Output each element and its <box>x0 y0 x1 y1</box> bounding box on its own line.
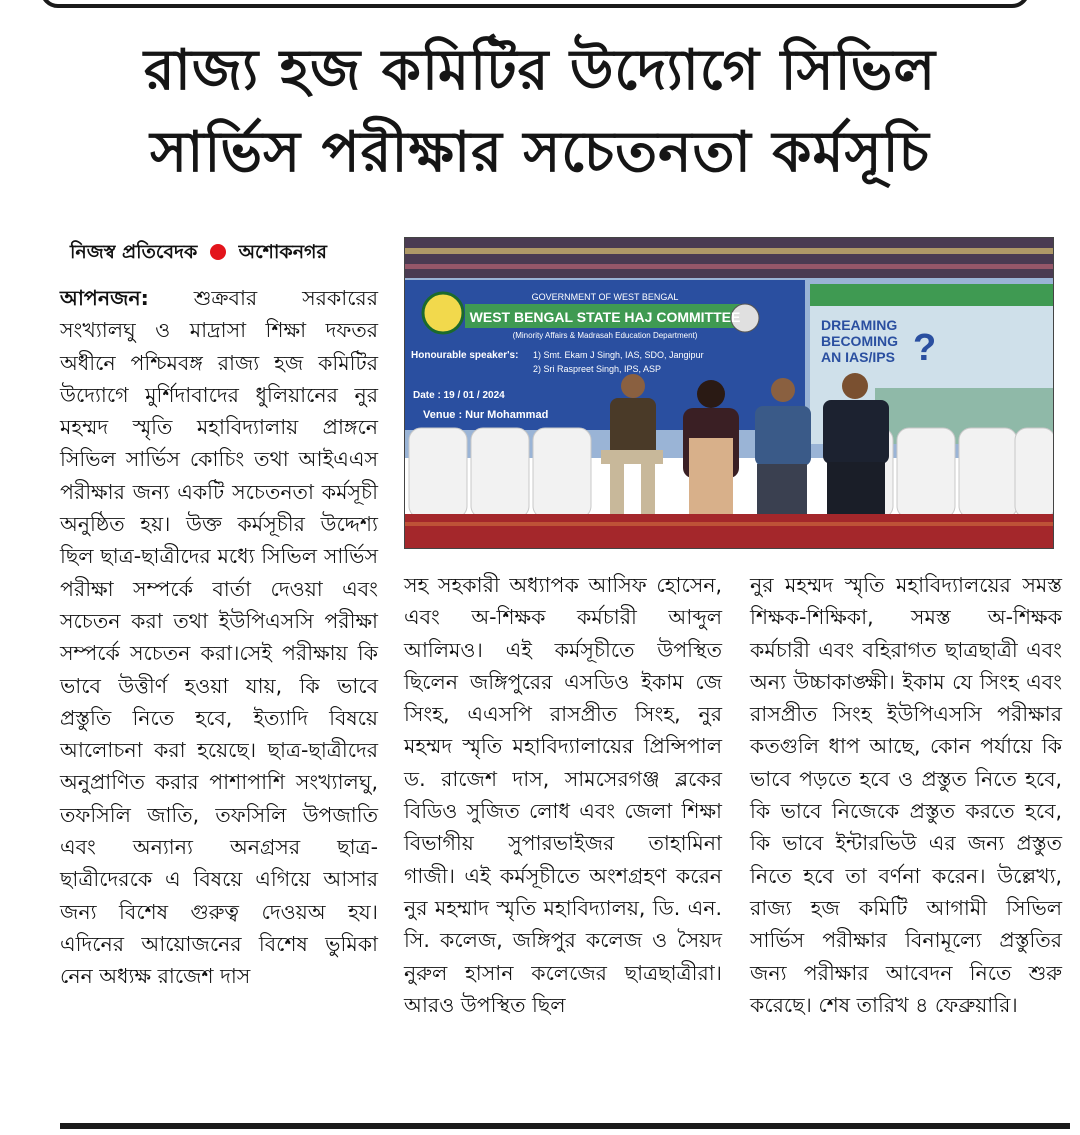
lead-label: আপনজন: <box>60 286 149 310</box>
column-3-text: নুর মহম্মদ স্মৃতি মহাবিদ্যালয়ের সমস্ত শিক্ষক-শিক্ষিকা, সমস্ত অ-শিক্ষক কর্মচারী এবং বহিরাগত ছাত্রছাত্রী এবং অন্য উচ্চাকাঙ্ক্ষী। ইকাম যে সিংহ এবং রাসপ্রীত সিংহ ইউপিএসসি পরীক্ষার কতগুলি ধাপ আছে, কোন পর্যায়ে কি ভাবে পড়তে হবে ও প্রস্তুত নিতে হবে, কি ভাবে নিজেকে প্রস্তুত করতে হবে, কি ভাবে ইন্টারভিউ এর জন্য প্রস্তুত নিতে হবে তা বর্ণনা করেন। উল্লেখ্য, রাজ্য হজ কমিটি আগামী সিভিল সার্ভিস পরীক্ষার বিনামূল্যে প্রস্তুতির জন্য পরীক্ষার আবেদন নিতে শুরু করেছে। শেষ তারিখ ৪ ফেব্রুয়ারি। <box>750 573 1062 1017</box>
event-photo <box>404 237 1054 549</box>
bottom-border-rule <box>60 1123 1070 1129</box>
top-border-rule <box>40 0 1030 8</box>
banner-venue: Venue : Nur Mohammad <box>423 409 549 421</box>
banner-org-text: WEST BENGAL STATE HAJ COMMITTEE <box>469 309 741 325</box>
poster-text-2: BECOMING <box>821 333 898 349</box>
byline-reporter: নিজস্ব প্রতিবেদক <box>70 241 198 263</box>
byline-separator-dot <box>210 244 226 260</box>
banner-speaker-1: 1) Smt. Ekam J Singh, IAS, SDO, Jangipur <box>533 350 704 360</box>
poster-text-1: DREAMING <box>821 317 898 333</box>
banner-speaker-2: 2) Sri Raspreet Singh, IPS, ASP <box>533 364 662 374</box>
column-2-text: সহ সহকারী অধ্যাপক আসিফ হোসেন, এবং অ-শিক্ষক কর্মচারী আব্দুল আলিমও। এই কর্মসূচীতে উপস্থিত ছিলেন জঙ্গিপুরের এসডিও ইকাম জে সিংহ, এএসপি রাসপ্রীত সিংহ, নুর মহম্মদ স্মৃতি মহাবিদ্যালায়ের প্রিন্সিপাল ড. রাজেশ দাস, সামসেরগঞ্জ ব্লকের বিডিও সুজিত লোধ এবং জেলা শিক্ষা বিভাগীয় সুপারভাইজর তাহামিনা গাজী। এই কর্মসূচীতে অংশগ্রহণ করেন নুর মহম্মাদ স্মৃতি মহাবিদ্যালয়, ডি. এন. সি. কলেজ, জঙ্গিপুর কলেজ ও সৈয়দ নুরুল হাসান কলেজের ছাত্রছাত্রীরা। আরও উপস্থিত ছিল <box>404 573 722 1017</box>
headline <box>20 30 1060 194</box>
banner-date: Date : 19 / 01 / 2024 <box>413 390 505 401</box>
banner-gov-text: GOVERNMENT OF WEST BENGAL <box>531 292 679 302</box>
article-column-3 <box>750 569 1062 1021</box>
poster-text-3: AN IAS/IPS <box>821 349 895 365</box>
byline <box>70 238 390 270</box>
banner-dept-text: (Minority Affairs & Madrasah Education Department) <box>512 331 698 340</box>
article-column-2 <box>404 569 722 1021</box>
byline-location: অশোকনগর <box>238 241 327 263</box>
carpet <box>405 514 1054 549</box>
headline-line-2: সার্ভিস পরীক্ষার সচেতনতা কর্মসূচি <box>150 120 930 185</box>
column-1-text: শুক্রবার সরকারের সংখ্যালঘু ও মাদ্রাসা শিক্ষা দফতর অধীনে পশ্চিমবঙ্গ রাজ্য হজ কমিটির উদ্যোগে মুর্শিদাবাদের ধুলিয়ানের নুর মহম্মদ স্মৃতি মহাবিদ্যালায় প্রাঙ্গনে সিভিল সার্ভিস কোচিং তথা আইএএস পরীক্ষার জন্য একটি সচেতনতা কর্মসূচী অনুষ্ঠিত হয়। উক্ত কর্মসূচীর উদ্দেশ্য ছিল ছাত্র-ছাত্রীদের মধ্যে সিভিল সার্ভিস পরীক্ষা সম্পর্কে বার্তা দেওয়া এবং সচেতন করা তথা ইউপিএসসি পরীক্ষা সম্পর্কে সচেতন করা।সেই পরীক্ষায় কি ভাবে উত্তীর্ণ হওয়া যায়, কি ভাবে প্রস্তুতি নিতে হবে, ইত্যাদি বিষয়ে আলোচনা করা হয়েছে। ছাত্র-ছাত্রীদের অনুপ্রাণিত করার পাশাপাশি সংখ্যালঘু, তফসিলি জাতি, তফসিলি উপজাতি এবং অন্যান্য অনগ্রসর ছাত্র-ছাত্রীদেরকে এ বিষয়ে এগিয়ে আসার জন্য বিশেষ গুরুত্ব দেওয়অ হয। এদিনের আয়োজনের বিশেষ ভুমিকা নেন অধ্যক্ষ রাজেশ দাস <box>60 286 378 989</box>
headline-line-1: রাজ্য হজ কমিটির উদ্যোগে সিভিল <box>143 38 937 103</box>
haj-committee-logo-icon <box>423 293 463 333</box>
banner-speakers-label: Honourable speaker's: <box>411 350 519 361</box>
article-column-1 <box>60 282 378 993</box>
poster-question-mark: ? <box>913 327 937 369</box>
